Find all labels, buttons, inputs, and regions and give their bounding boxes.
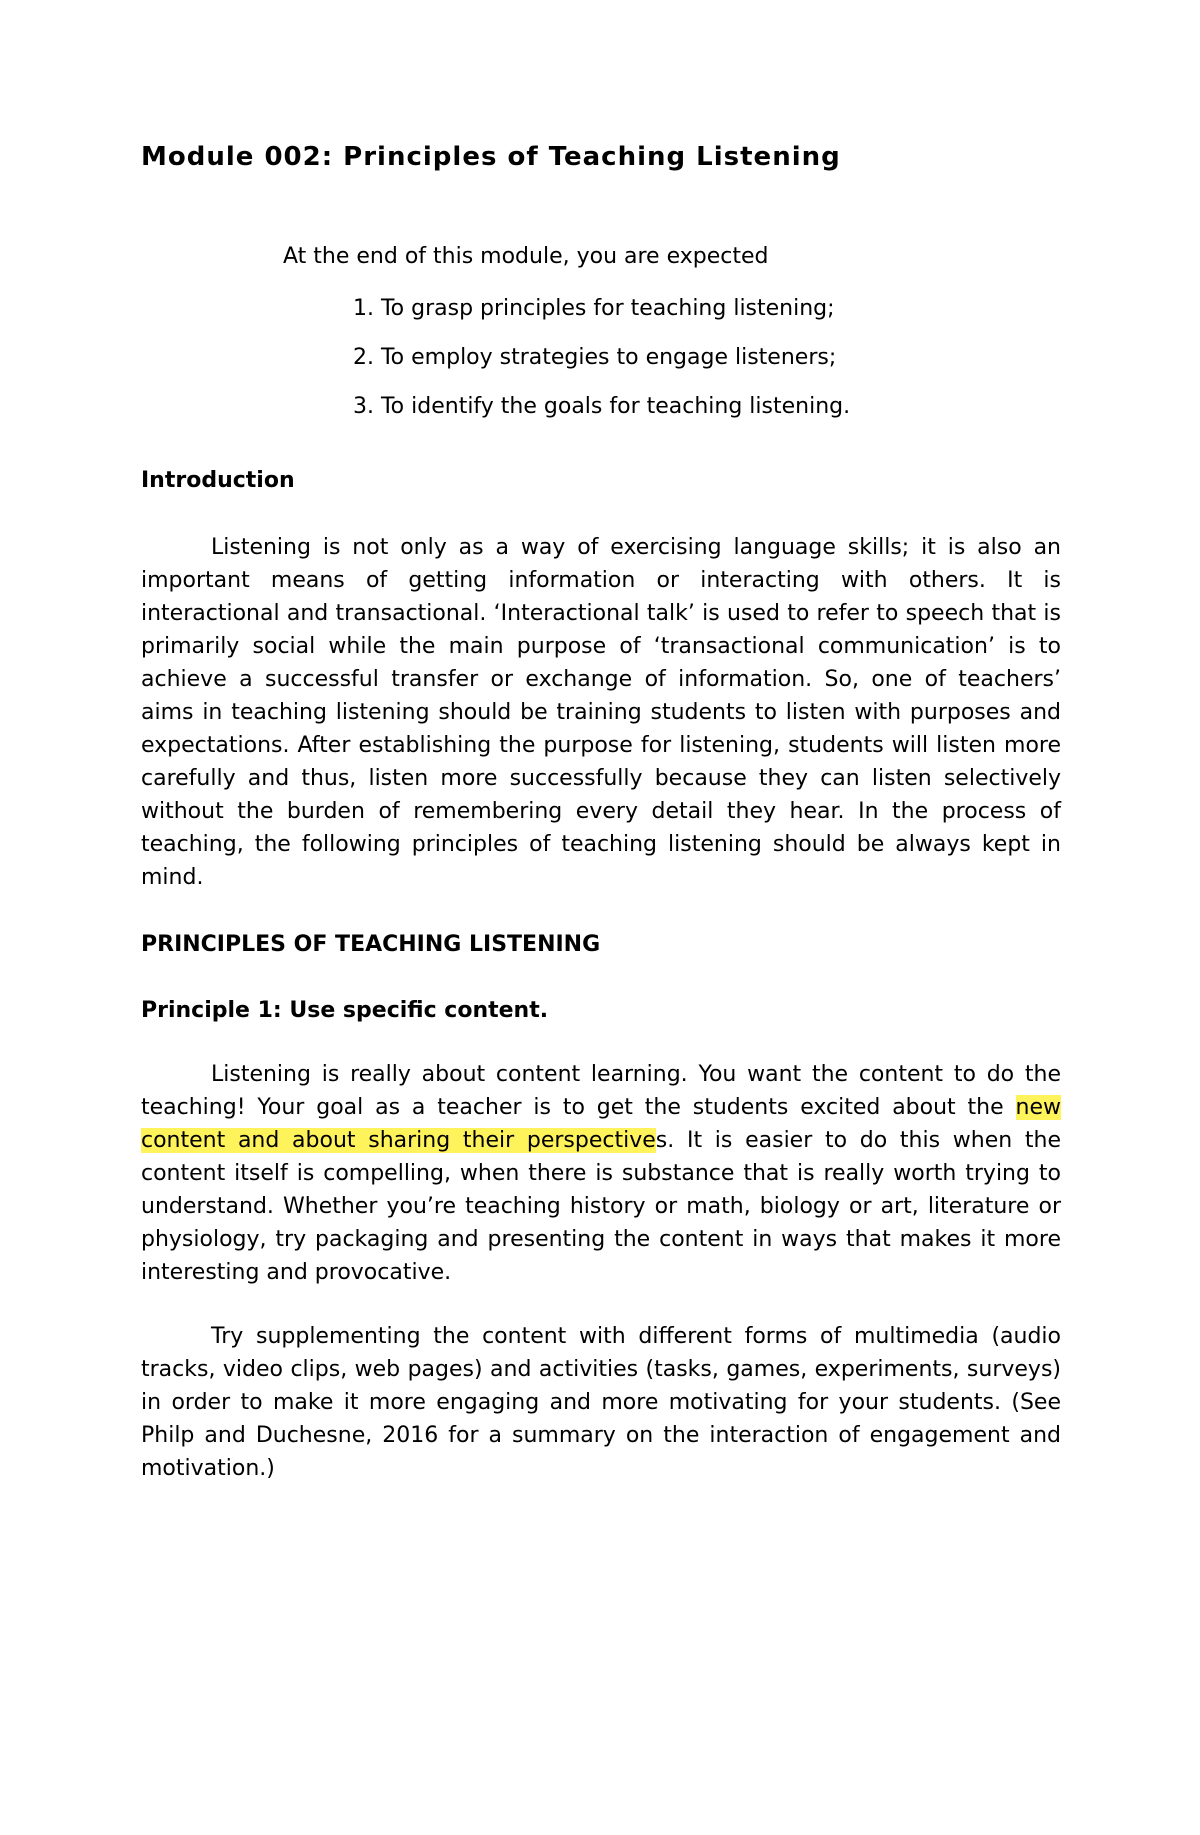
paragraph-text: s. It is easier to do this when the content itself is compelling, when there is substance that is really worth trying to understand. Whether you’re teaching history or math, biology or art, literature or physiology, try packaging and presenting the content in ways that makes it more interesting and provocative. xyxy=(141,1128,1062,1285)
objective-item: 3. To identify the goals for teaching listening. xyxy=(353,394,851,419)
highlighted-text: new content and about sharing their perspective xyxy=(141,1095,1061,1153)
introduction-heading: Introduction xyxy=(141,468,295,493)
objective-item: 1. To grasp principles for teaching listening; xyxy=(353,296,835,321)
principle-1-heading: Principle 1: Use specific content. xyxy=(141,998,549,1023)
module-title: Module 002: Principles of Teaching Listening xyxy=(141,142,841,172)
objectives-list xyxy=(353,294,850,441)
paragraph-text: Listening is really about content learning. You want the content to do the teaching! Your goal as a teacher is to get the students excited about the xyxy=(141,1062,1061,1120)
principles-heading: PRINCIPLES OF TEACHING LISTENING xyxy=(141,932,601,957)
objectives-intro: At the end of this module, you are expected xyxy=(283,244,769,269)
principle-1-paragraph-1 xyxy=(141,1058,1061,1289)
objective-item: 2. To employ strategies to engage listeners; xyxy=(353,345,837,370)
introduction-paragraph: Listening is not only as a way of exercising language skills; it is also an important means of getting information or interacting with others. It is interactional and transactional. ‘Interactional talk’ is used to refer to speech that is primarily social while the main purpose of ‘transactional communication’ is to achieve a successful transfer or exchange of information. So, one of teachers’ aims in teaching listening should be training students to listen with purposes and expectations. After establishing the purpose for listening, students will listen more carefully and thus, listen more successfully because they can listen selectively without the burden of remembering every detail they hear. In the process of teaching, the following principles of teaching listening should be always kept in mind. xyxy=(141,535,1061,890)
principle-1-paragraph-2: Try supplementing the content with different forms of multimedia (audio tracks, video clips, web pages) and activities (tasks, games, experiments, surveys) in order to make it more engaging and more motivating for your students. (See Philp and Duchesne, 2016 for a summary on the interaction of engagement and motivation.) xyxy=(141,1324,1061,1481)
